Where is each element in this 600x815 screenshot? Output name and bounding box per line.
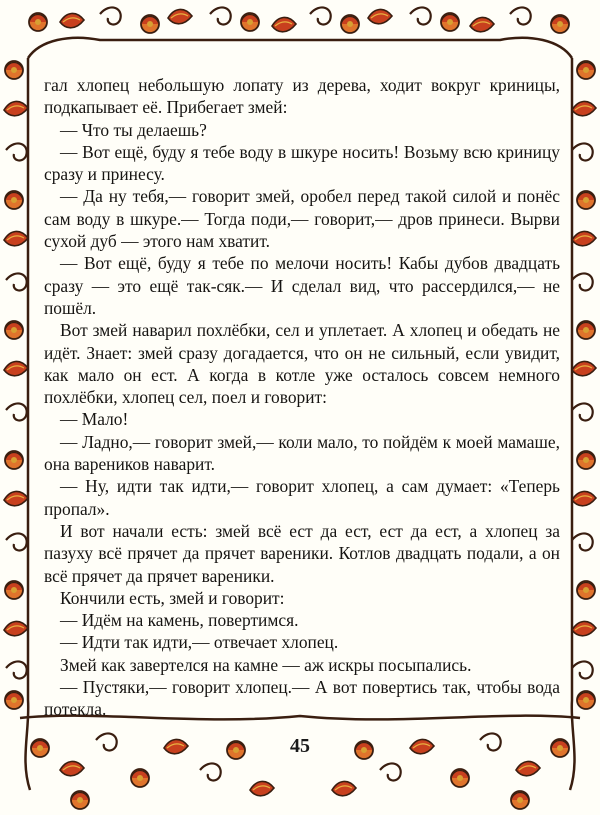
paragraph: гал хлопец небольшую лопату из дерева, ходит вокруг криницы, подкапывает её. Прибегает змей:: [44, 75, 560, 118]
page-number: 45: [290, 735, 310, 757]
paragraph: Вот змей наварил похлёбки, сел и уплетает. А хлопец и обедать не идёт. Знает: змей сразу догадается, что он не сильный, если увидит, как мало он ест. А когда в котле уже осталось совсем немного похлёбки, хлопец сел, поел и говорит:: [44, 320, 560, 408]
paragraph: — Ладно,— говорит змей,— коли мало, то пойдём к моей мамаше, она вареников наварит.: [44, 431, 560, 475]
paragraph: — Что ты делаешь?: [60, 119, 207, 140]
paragraph: — Идём на камень, повертимся.: [60, 610, 299, 631]
paragraph: — Да ну тебя,— говорит змей, оробел перед такой силой и понёс сам воду в шкуре.— Тогда поди,— говорит,— дров принеси. Вырви сухой дуб — этого нам хватит.: [44, 186, 560, 252]
border-right: [572, 61, 596, 709]
border-top: [29, 7, 569, 33]
paragraph: — Идти так идти,— отвечает хлопец.: [60, 632, 339, 653]
story-text: [44, 74, 560, 721]
paragraph: — Мало!: [60, 409, 129, 430]
paragraph: И вот начали есть: змей всё ест да ест, ест да ест, а хлопец за пазуху всё прячет да прячет вареники. Котлов двадцать подали, а он всё прячет да прячет вареники.: [44, 520, 560, 586]
paragraph: Змей как завертелся на камне — аж искры посыпались.: [60, 654, 472, 675]
border-left: [4, 61, 28, 709]
paragraph: — Вот ещё, буду я тебе по мелочи носить! Кабы дубов двадцать сразу — это ещё так-сяк.— И сделал вид, что рассердился,— не пошёл.: [44, 253, 560, 318]
paragraph: Кончили есть, змей и говорит:: [60, 587, 285, 608]
paragraph: — Пустяки,— говорит хлопец.— А вот повертись так, чтобы вода потекла.: [44, 677, 560, 720]
paragraph: — Ну, идти так идти,— говорит хлопец, а сам думает: «Теперь пропал».: [44, 476, 560, 519]
paragraph: — Вот ещё, буду я тебе воду в шкуре носить! Возьму всю криницу сразу и принесу.: [44, 141, 560, 185]
